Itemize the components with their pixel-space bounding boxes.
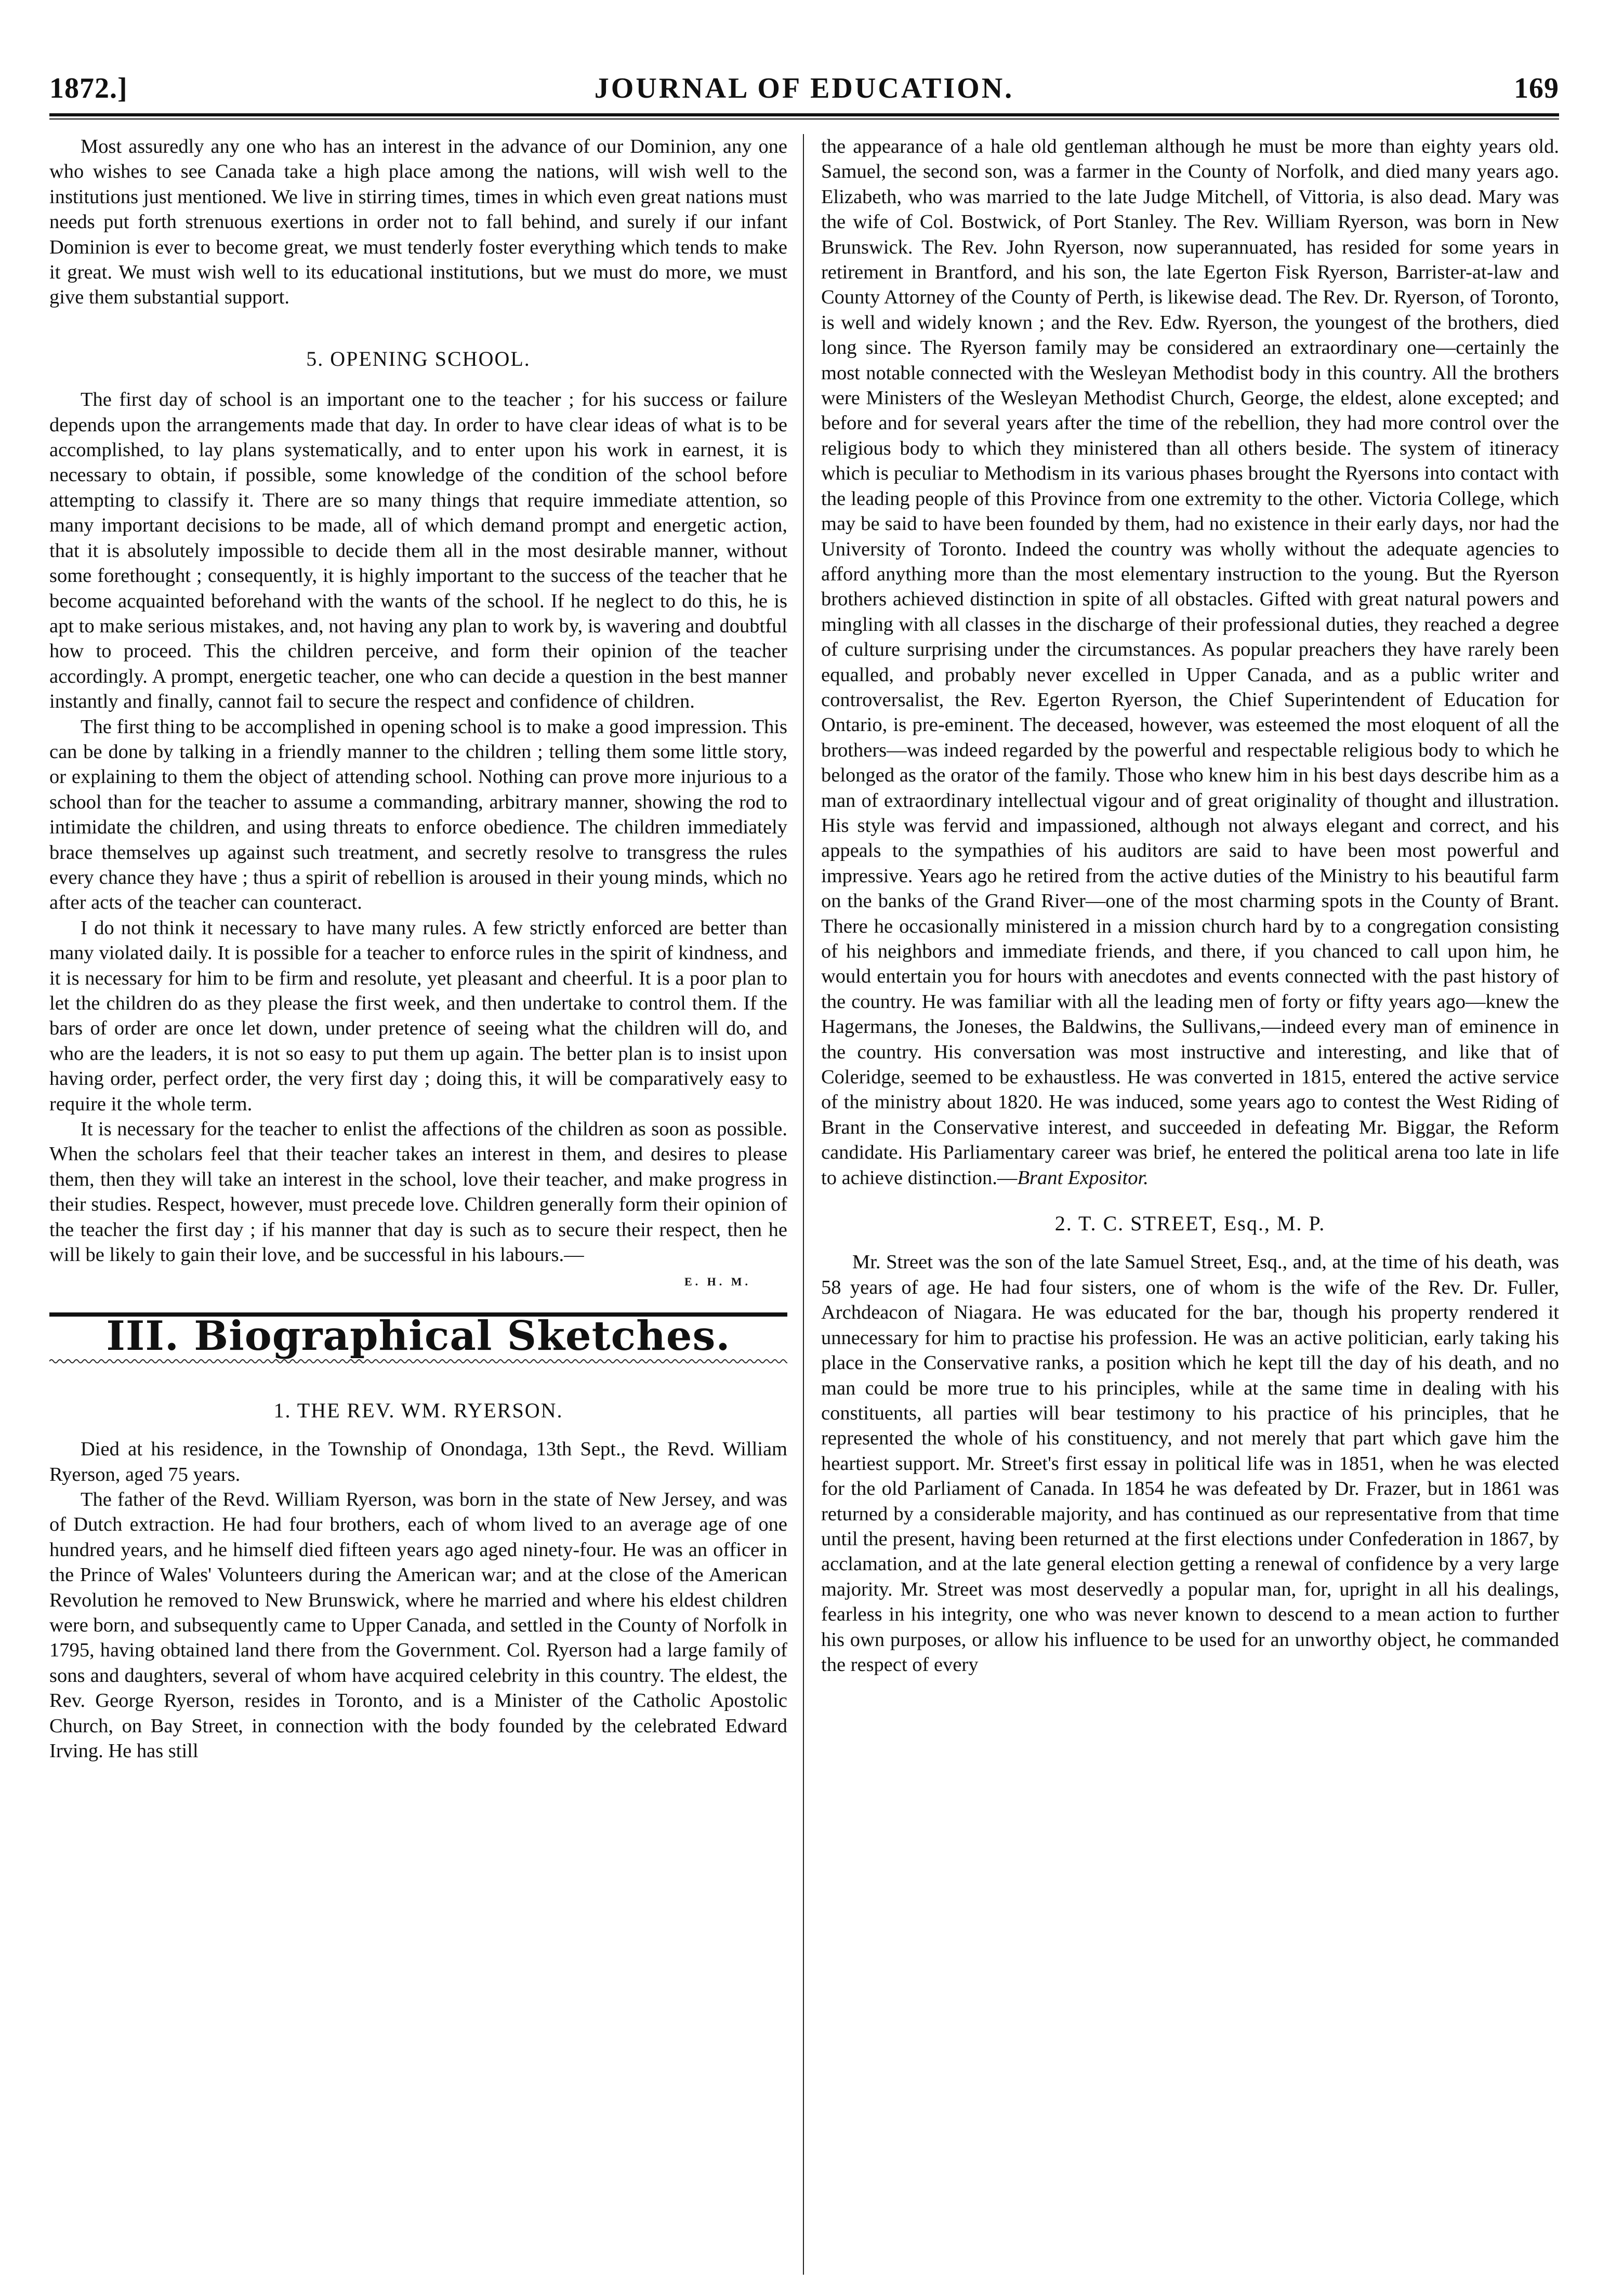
header-year: 1872.] — [49, 72, 128, 104]
body-paragraph: Died at his residence, in the Township of Onondaga, 13th Sept., the Revd. William Ryerson, aged 75 years. — [49, 1438, 787, 1485]
left-column — [49, 134, 787, 2275]
body-paragraph: It is necessary for the teacher to enlist the affections of the children as soon as possible. When the scholars feel that their teacher takes an interest in them, and desires to please them, then they will take an interest in the school, love their teacher, and make progress in their studies. Respect, however, must precede love. Children generally form their opinion of the teacher the first day ; if his manner that day is such as to secure their respect, then he will be likely to gain their love, and be successful in his labours.— — [49, 1118, 787, 1266]
section-heading-opening-school: 5. OPENING SCHOOL. — [306, 347, 531, 370]
right-column — [821, 134, 1559, 2275]
body-paragraph: I do not think it necessary to have many rules. A few strictly enforced are better than many violated daily. It is possible for a teacher to enforce rules in the spirit of kindness, and it is necessary for him to be firm and resolute, yet pleasant and cheerful. It is a poor plan to let the children do as they please the first week, and then undertake to control them. If the bars of order are once let down, under pretence of seeing what the children will do, and who are the leaders, it is not so easy to put them up again. The better plan is to insist upon having order, perfect order, the very first day ; doing this, it will be comparatively easy to require it the whole term. — [49, 917, 787, 1115]
header-rule-thin — [49, 118, 1559, 120]
header-rule — [49, 113, 1559, 116]
column-rule — [803, 134, 804, 2275]
sketch-heading-ryerson: 1. THE REV. WM. RYERSON. — [273, 1398, 563, 1422]
ryerson-continued-text: the appearance of a hale old gentleman although he must be more than eighty years old. Samuel, the second son, was a farmer in the County of Norfolk, and died many years ago. Elizabeth, who was married to the late Judge Mitchell, of Vittoria, is also dead. Mary was the wife of Col. Bostwick, of Port Stanley. The Rev. William Ryerson, was born in New Brunswick. The Rev. John Ryerson, now superannuated, has resided for some years in retirement in Brantford, and his son, the late Egerton Fisk Ryerson, Barrister-at-law and County Attorney of the County of Perth, is likewise dead. The Rev. Dr. Ryerson, of Toronto, is well and widely known ; and the Rev. Edw. Ryerson, the youngest of the brothers, died long since. The Ryerson family may be considered an extraordinary one—certainly the most notable connected with the Wesleyan Methodist body in this country. All the brothers were Ministers of the Wesleyan Methodist Church, George, the eldest, alone excepted; and before and for several years after the time of the rebellion, they had more control over the religious body to which they ministered than all others beside. The system of itineracy which is peculiar to Methodism in its various phases brought the Ryersons into contact with the leading people of this Province from one extremity to the other. Victoria College, which may be said to have been founded by them, had no existence in their early days, nor had the University of Toronto. Indeed the country was wholly without the adequate agencies to afford anything more than the most elementary instruction to the young. But the Ryerson brothers achieved distinction in spite of all obstacles. Gifted with great natural powers and mingling with all classes in the discharge of their professional duties, they reached a degree of culture surprising under the circumstances. As popular preachers they have rarely been equalled, and probably never excelled in Upper Canada, and as a public writer and controversalist, the Rev. Egerton Ryerson, the Chief Superintendent of Education for Ontario, is pre-eminent. The deceased, however, was esteemed the most eloquent of all the brothers—was indeed regarded by the powerful and respectable religious body to which he belonged as the orator of the family. Those who knew him in his best days describe him as a man of extraordinary intellectual vigour and of great originality of thought and illustration. His style was fervid and impassioned, although not always elegant and correct, and his appeals to the sympathies of his auditors are said to have been most powerful and impressive. Years ago he retired from the active duties of the Ministry to his beautiful farm on the banks of the Grand River—one of the most charming spots in the County of Brant. There he occasionally ministered in a mission church hard by to a congregation consisting of his neighbors and immediate friends, and there, if you chanced to call upon him, he would entertain you for hours with anecdotes and events connected with the past history of the country. He was familiar with all the leading men of forty or fifty years ago—knew the Hagermans, the Joneses, the Baldwins, the Sullivans,—indeed every man of eminence in the country. His conversation was most instructive and interesting, and like that of Coleridge, seemed to be exhaustless. He was converted in 1815, entered the active service of the ministry about 1820. He was induced, some years ago to contest the West Riding of Brant in the Conservative interest, and succeeded in defeating Mr. Biggar, the Reform candidate. His Parliamentary career was brief, he entered the political arena too late in life to achieve distinction.— — [821, 136, 1559, 1189]
body-paragraph: Mr. Street was the son of the late Samuel Street, Esq., and, at the time of his death, was 58 years of age. He had four sisters, one of whom is the wife of the Rev. Dr. Fuller, Archdeacon of Niagara. He was educated for the bar, though his property rendered it unnecessary for him to practise his profession. He was an active politician, early taking his place in the Conservative ranks, a position which he kept till the day of his death, and no man could be more true to his principles, while at the same time in dealing with his constituents, all parties will bear testimony to his practice of his principles, that he represented the whole of his constituency, and not merely that part which gave him the heartiest support. Mr. Street's first essay in political life was in 1851, when he was elected for the old Parliament of Canada. In 1854 he was defeated by Dr. Frazer, but in 1861 was returned by a considerable majority, and has continued as our representative from that time until the present, having been returned at the first elections under Confederation in 1867, by acclamation, and at the late general election getting a renewal of confidence by a very large majority. Mr. Street was most deservedly a popular man, for, upright in all his dealings, fearless in his integrity, one who was never known to descend to a mean action to further his own purposes, or allow his influence to be used for an unworthy object, he commanded the respect of every — [821, 1251, 1559, 1676]
part-heading-biographical-sketches: III. Biographical Sketches. — [106, 1312, 731, 1360]
journal-page — [49, 61, 1559, 2275]
body-paragraph: The father of the Revd. William Ryerson, was born in the state of New Jersey, and was of Dutch extraction. He had four brothers, each of whom lived to an average age of one hundred years, and he himself died fifteen years ago aged ninety-four. He was an officer in the Prince of Wales' Volunteers during the American war; and at the close of the American Revolution he removed to New Brunswick, where he married and where his eldest children were born, and subsequently came to Upper Canada, and settled in the County of Norfolk in 1795, having obtained land there from the Government. Col. Ryerson had a large family of sons and daughters, several of whom have acquired celebrity in this country. The eldest, the Rev. George Ryerson, resides in Toronto, and is a Minister of the Catholic Apostolic Church, on Bay Street, in connection with the body founded by the celebrated Edward Irving. He has still — [49, 1488, 787, 1762]
author-initials: E. H. M. — [684, 1275, 751, 1289]
source-citation: Brant Expositor. — [1017, 1166, 1149, 1189]
sketch-heading-street: 2. T. C. STREET, Esq., M. P. — [1054, 1212, 1326, 1236]
body-paragraph-continued — [821, 134, 1559, 1190]
intro-paragraph: Most assuredly any one who has an interest in the advance of our Dominion, any one who wishes to see Canada take a high place among the nations, will wish well to the institutions just mentioned. We live in stirring times, times in which even great nations must needs put forth strenuous exertions in order not to fall behind, and surely if our infant Dominion is ever to become great, we must tenderly foster everything which tends to make it great. We must wish well to its educational institutions, but we must do more, we must give them substantial support. — [49, 136, 787, 309]
body-paragraph: The first day of school is an important one to the teacher ; for his success or failure depends upon the arrangements made that day. In order to have clear ideas of what is to be accomplished, to lay plans systematically, and to enter upon his work in earnest, it is necessary to obtain, if possible, some knowledge of the condition of the school before attempting to classify it. There are so many things that require immediate attention, so many important decisions to be made, all of which demand prompt and energetic action, that it is absolutely impossible to decide them all in the most desirable manner, without some forethought ; consequently, it is highly important to the success of the teacher that he become acquainted beforehand with the wants of the school. If he neglect to do this, he is apt to make serious mistakes, and, not having any plan to work by, is wavering and doubtful how to proceed. This the children perceive, and form their opinion of the teacher accordingly. A prompt, energetic teacher, one who can decide a question in the best manner instantly and finally, cannot fail to secure the respect and confidence of children. — [49, 389, 787, 713]
journal-title: JOURNAL OF EDUCATION. — [594, 72, 1014, 104]
body-paragraph: The first thing to be accomplished in opening school is to make a good impression. This can be done by talking in a friendly manner to the children ; telling them some little story, or explaining to them the object of attending school. Nothing can prove more injurious to a school than for the teacher to assume a commanding, arbitrary manner, showing the rod to intimidate the children, and using threats to enforce obedience. The children immediately brace themselves up against such treatment, and secretly resolve to transgress the rules every chance they have ; thus a spirit of rebellion is aroused in their young minds, which no after acts of the teacher can counteract. — [49, 715, 787, 914]
wavy-divider — [49, 1356, 787, 1366]
text-columns — [49, 134, 1559, 2275]
running-header — [49, 61, 1559, 111]
page-number: 169 — [1514, 72, 1559, 104]
